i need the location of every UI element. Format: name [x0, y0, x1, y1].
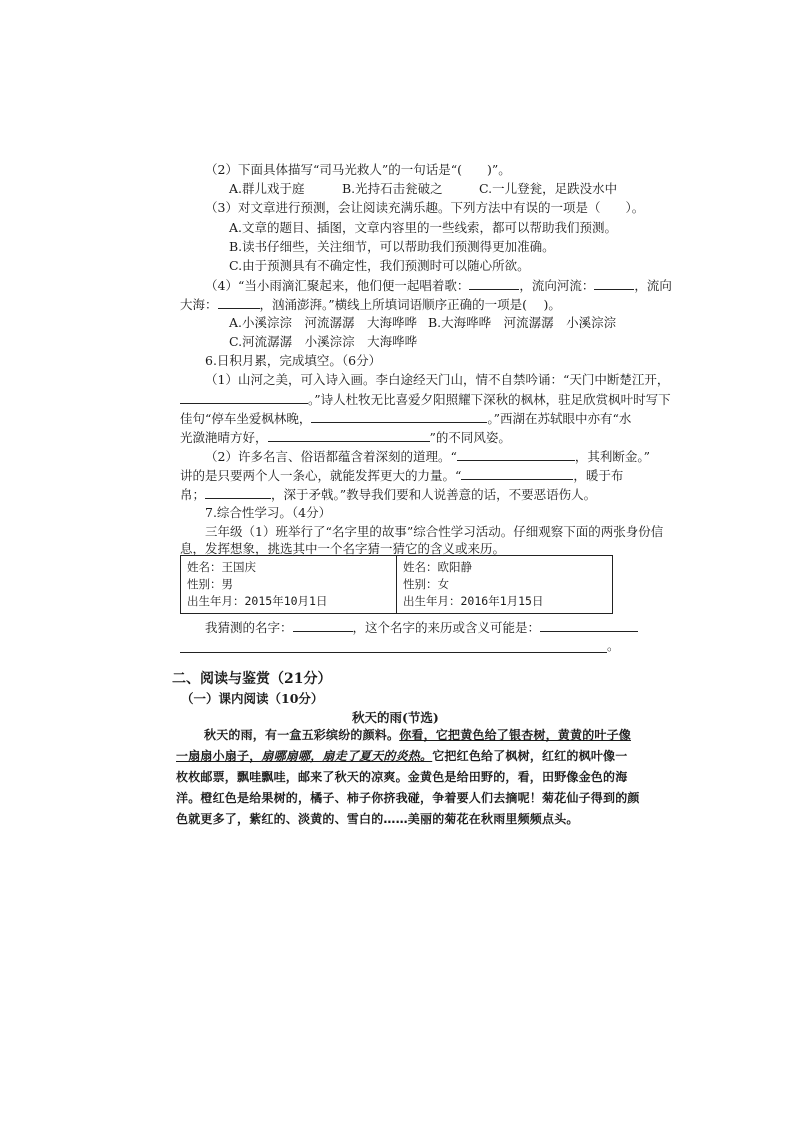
card2-birth: 出生年月：2016年1月15日 [403, 594, 544, 608]
passage-1b-underlined: 你看，它把黄色给了银杏树，黄黄的叶子像 [399, 728, 632, 742]
q2-option-a: A.群儿戏于庭 [229, 181, 305, 196]
q6-line-6 [180, 466, 623, 485]
q6-blank-5[interactable] [461, 466, 573, 480]
q6-text-4a: 光潋滟晴方好， [180, 430, 268, 445]
q7-answer-line[interactable] [180, 652, 607, 653]
q4-text-3: ，流向 [634, 278, 672, 293]
q4-blank-3[interactable] [218, 295, 260, 309]
passage-line-2 [176, 746, 627, 767]
q7-line-2: 息，发挥想象，挑选其中一个名字猜一猜它的含义或来历。 [180, 541, 506, 556]
card1-name: 姓名：王国庆 [187, 560, 256, 574]
q6-title: 6.日积月累，完成填空。（6分） [205, 353, 382, 368]
section-2-title: 二、阅读与鉴赏（21分） [172, 671, 332, 687]
q6-text-6b: ，暖于布 [573, 468, 624, 483]
q4-option-c: C.河流潺潺 小溪淙淙 大海哗哗 [229, 334, 418, 349]
q4-stem-line1 [205, 276, 672, 295]
passage-title: 秋天的雨(节选) [352, 710, 439, 725]
q3-option-b: B.读书仔细些，关注细节，可以帮助我们预测得更加准确。 [229, 239, 555, 254]
passage-2a-underlined: 一扇扇小扇子， [176, 749, 262, 763]
q4-option-b: B.大海哗哗 河流潺潺 小溪淙淙 [428, 315, 617, 330]
q6-line-5 [205, 447, 650, 466]
id-card-ouyang [397, 556, 613, 614]
q3-stem: （3）对文章进行预测，会让阅读充满乐趣。下列方法中有误的一项是（ ）。 [205, 200, 645, 215]
passage-line-4: 洋。橙红色是给果树的，橘子、柿子你挤我碰，争着要人们去摘呢！菊花仙子得到的颜 [176, 791, 640, 805]
q7-line-1: 三年级（1）班举行了“名字里的故事”综合性学习活动。仔细观察下面的两张身份信 [205, 524, 664, 539]
id-card-wang [181, 556, 397, 614]
q4-stem-line2 [180, 295, 561, 314]
q6-blank-1[interactable] [180, 390, 308, 404]
q2-option-b: B.光持石击瓮破之 [342, 181, 443, 196]
q7-meaning-blank[interactable] [540, 618, 638, 632]
section-2-subtitle: （一）课内阅读（10分） [181, 691, 324, 706]
q6-text-4b: ”的不同风姿。 [429, 430, 511, 445]
q4-blank-2[interactable] [594, 276, 634, 290]
q6-text-3b: 。”西湖在苏轼眼中亦有“水 [487, 411, 632, 426]
q6-blank-4[interactable] [457, 447, 575, 461]
card2-name: 姓名：欧阳静 [403, 560, 472, 574]
q6-line-7 [180, 485, 596, 504]
card1-birth: 出生年月：2015年10月1日 [187, 594, 328, 608]
q6-line-3 [180, 409, 631, 428]
q7-title: 7.综合性学习。（4分） [205, 505, 332, 520]
q7-end-mark: 。 [607, 638, 620, 653]
q7-name-blank[interactable] [293, 618, 353, 632]
q7-guess-line [205, 618, 638, 637]
q6-line-4 [180, 428, 511, 447]
q6-line-1: （1）山河之美，可入诗入画。李白途经天门山，情不自禁吟诵：“天门中断楚江开， [205, 372, 670, 387]
q4-text-1: （4）“当小雨滴汇聚起来，他们便一起唱着歌： [205, 278, 470, 293]
q6-text-5b: ，其利断金。” [574, 449, 651, 464]
id-cards-table [180, 555, 613, 614]
q4-text-4: 大海： [180, 297, 218, 312]
q4-blank-1[interactable] [469, 276, 519, 290]
card2-gender: 性别：女 [403, 577, 449, 591]
q3-option-a: A.文章的题目、插图，文章内容里的一些线索，都可以帮助我们预测。 [229, 220, 618, 235]
q7-guess-text-b: ，这个名字的来历或含义可能是： [352, 620, 541, 635]
q6-text-5a: （2）许多名言、俗语都蕴含着深刻的道理。“ [205, 449, 457, 464]
q6-text-7b: ，深于矛戟。”教导我们要和人说善意的话，不要恶语伤人。 [271, 487, 597, 502]
passage-line-5: 色就更多了，紫红的、淡黄的、雪白的……美丽的菊花在秋雨里频频点头。 [176, 812, 579, 826]
q3-option-c: C.由于预测具有不确定性，我们预测时可以随心所欲。 [229, 258, 530, 273]
q2-stem: （2）下面具体描写“司马光救人”的一句话是“( )”。 [205, 162, 511, 177]
q6-blank-6[interactable] [205, 485, 271, 499]
passage-line-3: 枚枚邮票，飘哇飘哇，邮来了秋天的凉爽。金黄色是给田野的，看，田野像金色的海 [176, 770, 628, 784]
q4-text-5: ，汹涌澎湃。”横线上所填词语顺序正确的一项是( )。 [259, 297, 561, 312]
passage-line-1 [204, 725, 631, 746]
q2-option-c: C.一儿登瓮，足跌没水中 [479, 181, 618, 196]
q6-blank-3[interactable] [268, 428, 430, 442]
q4-text-2: ，流向河流： [519, 278, 595, 293]
q6-text-2: 。”诗人杜牧无比喜爱夕阳照耀下深秋的枫林，驻足欣赏枫叶时写下 [308, 392, 671, 407]
q7-guess-text-a: 我猜测的名字： [205, 620, 293, 635]
q6-text-7a: 帛； [180, 487, 206, 502]
q6-blank-2[interactable] [311, 409, 487, 423]
card1-gender: 性别：男 [187, 577, 233, 591]
q4-option-a: A.小溪淙淙 河流潺潺 大海哗哗 [229, 315, 418, 330]
q6-text-3a: 佳句“停车坐爱枫林晚， [180, 411, 312, 426]
passage-1a: 秋天的雨，有一盒五彩缤纷的颜料。 [204, 728, 400, 742]
q6-line-2 [180, 390, 671, 409]
passage-2b-underlined: 扇哪扇哪，扇走了夏天的炎热。 [261, 749, 433, 763]
q6-text-6a: 讲的是只要两个人一条心，就能发挥更大的力量。“ [180, 468, 462, 483]
passage-2c: 它把红色给了枫树，红红的枫叶像一 [432, 749, 628, 763]
